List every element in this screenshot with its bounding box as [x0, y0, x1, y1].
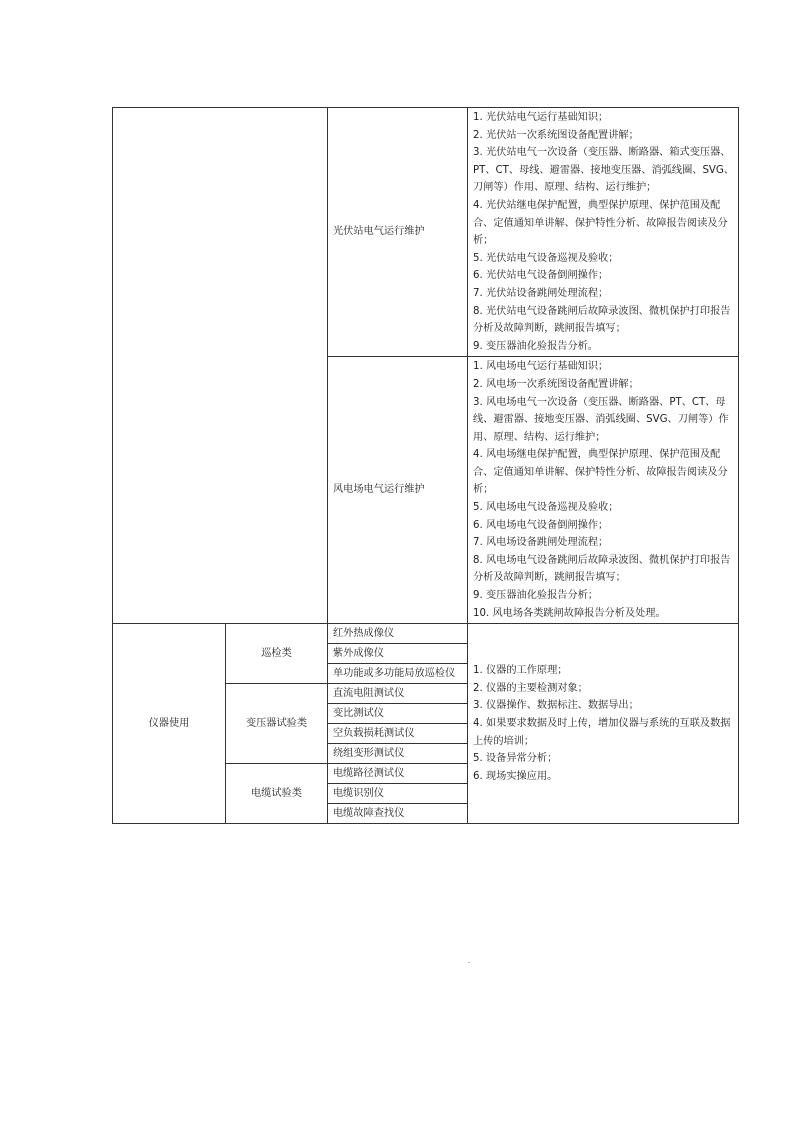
group-cell: 电缆试验类	[226, 764, 328, 824]
instrument-item: 紫外成像仪	[328, 644, 468, 664]
list-item: 2. 光伏站一次系统图设备配置讲解；	[473, 129, 639, 141]
blank-category-cell	[113, 108, 328, 624]
training-content-table	[112, 107, 739, 824]
list-item: 6. 风电场电气设备倒闸操作；	[473, 519, 609, 531]
list-item: 3. 光伏站电气一次设备（变压器、断路器、箱式变压器、PT、CT、母线、避雷器、接地变压器、消弧线圈、SVG、刀闸等）作用、原理、结构、运行维护；	[473, 147, 734, 194]
instrument-item: 电缆故障查找仪	[328, 804, 468, 824]
list-item: 8. 风电场电气设备跳闸后故障录波图、微机保护打印报告分析及故障判断，跳闸报告填写；	[473, 554, 731, 584]
instrument-content-cell	[468, 624, 739, 824]
list-item: 10. 风电场各类跳闸故障报告分析及处理。	[473, 607, 666, 619]
list-item: 4. 如果要求数据及时上传，增加仪器与系统的互联及数据上传的培训；	[473, 717, 731, 747]
list-item: 1. 光伏站电气运行基础知识；	[473, 112, 609, 123]
list-item: 9. 变压器油化验报告分析；	[473, 590, 599, 602]
topic-cell: 光伏站电气运行维护	[328, 108, 468, 357]
list-item: 4. 光伏站继电保护配置，典型保护原理、保护范围及配合、定值通知单讲解、保护特性分析、故障报告阅读及分析；	[473, 199, 728, 247]
content-cell	[468, 108, 739, 357]
list-item: 7. 风电场设备跳闸处理流程；	[473, 537, 609, 549]
list-item: 9. 变压器油化验报告分析。	[473, 340, 599, 352]
topic-cell: 风电场电气运行维护	[328, 357, 468, 624]
table-row	[113, 624, 739, 644]
instrument-item: 直流电阻测试仪	[328, 684, 468, 704]
list-item: 1. 风电场电气运行基础知识；	[473, 361, 609, 373]
category-cell: 仪器使用	[113, 624, 226, 824]
list-item: 5. 风电场电气设备巡视及验收；	[473, 502, 619, 514]
instrument-item: 空负载损耗测试仪	[328, 724, 468, 744]
list-item: 7. 光伏站设备跳闸处理流程；	[473, 287, 609, 299]
instrument-item: 变比测试仪	[328, 704, 468, 724]
list-item: 5. 光伏站电气设备巡视及验收；	[473, 252, 619, 264]
list-item: 6. 光伏站电气设备倒闸操作；	[473, 270, 609, 282]
list-item: 8. 光伏站电气设备跳闸后故障录波图、微机保护打印报告分析及故障判断，跳闸报告填写；	[473, 305, 731, 335]
instrument-item: 电缆路径测试仪	[328, 764, 468, 784]
table-row	[113, 108, 739, 357]
instrument-item: 单功能或多功能局放巡检仪	[328, 664, 468, 684]
list-item: 2. 风电场一次系统图设备配置讲解；	[473, 378, 639, 390]
group-cell: 巡检类	[226, 624, 328, 684]
list-item: 3. 仪器操作、数据标注、数据导出；	[473, 700, 639, 712]
list-item: 1. 仪器的工作原理；	[473, 665, 568, 677]
instrument-item: 红外热成像仪	[328, 624, 468, 644]
instrument-item: 绕组变形测试仪	[328, 744, 468, 764]
content-cell	[468, 357, 739, 624]
instrument-item: 电缆识别仪	[328, 784, 468, 804]
list-item: 6. 现场实操应用。	[473, 770, 558, 782]
list-item: 2. 仪器的主要检测对象；	[473, 682, 588, 694]
list-item: 3. 风电场电气一次设备（变压器、断路器、PT、CT、母线、避雷器、接地变压器、消弧线圈、SVG、刀闸等）作用、原理、结构、运行维护；	[473, 396, 729, 443]
group-cell: 变压器试验类	[226, 684, 328, 764]
scan-speck	[468, 962, 470, 963]
list-item: 4. 风电场继电保护配置，典型保护原理、保护范围及配合、定值通知单讲解、保护特性分析、故障报告阅读及分析；	[473, 449, 728, 496]
list-item: 5. 设备异常分析；	[473, 753, 558, 765]
